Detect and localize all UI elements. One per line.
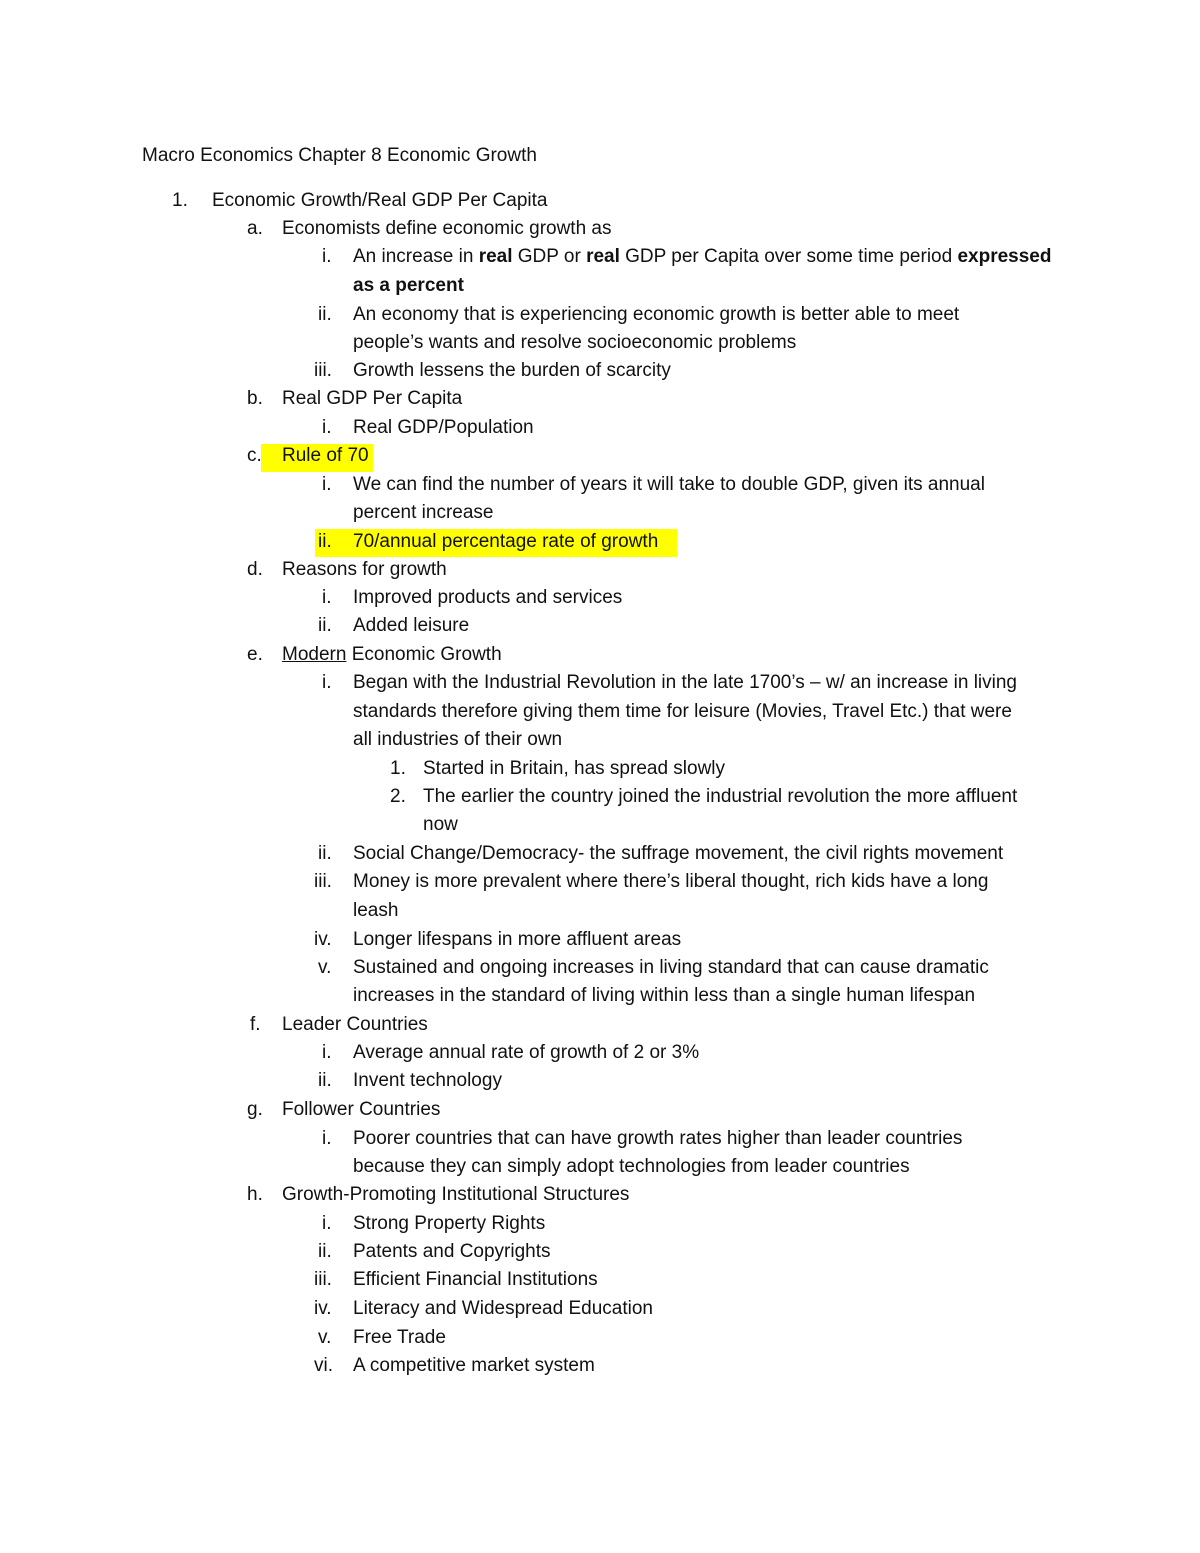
item-text: Began with the Industrial Revolution in the late 1700’s – w/ an increase in living — [353, 672, 1017, 693]
item-text: Economists define economic growth as — [282, 218, 612, 239]
item-text: Economic Growth/Real GDP Per Capita — [212, 190, 548, 211]
list-marker: iv. — [314, 929, 332, 950]
list-marker: 1. — [390, 758, 406, 779]
list-marker: i. — [322, 1213, 332, 1234]
outline-item-1e-v — [318, 956, 989, 980]
list-marker: vi. — [314, 1355, 333, 1376]
item-text: Started in Britain, has spread slowly — [423, 758, 726, 779]
item-text: Growth lessens the burden of scarcity — [353, 360, 671, 381]
item-text-continued: standards therefore giving them time for leisure (Movies, Travel Etc.) that were — [353, 701, 1012, 722]
outline-item-1h-ii — [318, 1240, 551, 1264]
outline-item-1d — [247, 558, 447, 582]
outline-item-1e-iii — [314, 870, 989, 894]
outline-item-1b — [247, 387, 463, 411]
item-text: Real GDP Per Capita — [282, 388, 463, 409]
list-marker: ii. — [318, 843, 332, 864]
outline-item-1e — [247, 643, 502, 667]
item-text-continued: leash — [353, 900, 399, 921]
item-text: Money is more prevalent where there’s liberal thought, rich kids have a long — [353, 871, 989, 892]
item-text: 70/annual percentage rate of growth — [353, 531, 659, 552]
item-text: Modern Economic Growth — [282, 644, 502, 665]
item-text: Longer lifespans in more affluent areas — [353, 929, 682, 950]
item-text: Poorer countries that can have growth rates higher than leader countries — [353, 1128, 963, 1149]
list-marker: i. — [322, 587, 332, 608]
outline-item-1c-i — [322, 473, 985, 497]
list-marker: v. — [318, 1327, 332, 1348]
list-marker: iii. — [314, 1269, 332, 1290]
item-text: Invent technology — [353, 1070, 502, 1091]
item-text: Strong Property Rights — [353, 1213, 546, 1234]
list-marker: iv. — [314, 1298, 332, 1319]
item-text: Free Trade — [353, 1327, 446, 1348]
outline-item-1g — [247, 1098, 441, 1122]
outline-item-1 — [172, 189, 548, 213]
outline-item-1e-ii — [318, 842, 1004, 866]
outline-item-1c — [247, 444, 369, 468]
outline-item-1f-ii — [318, 1069, 502, 1093]
outline-item-1a-i — [322, 245, 1052, 269]
outline-item-1f — [250, 1013, 428, 1037]
list-marker: ii. — [318, 615, 332, 636]
list-marker: e. — [247, 644, 263, 665]
item-text: Real GDP/Population — [353, 417, 534, 438]
outline-item-1h — [247, 1183, 630, 1207]
item-text-continued: as a percent — [353, 275, 464, 296]
item-text: We can find the number of years it will take to double GDP, given its annual — [353, 474, 985, 495]
outline-item-1g-i — [322, 1127, 963, 1151]
list-marker: b. — [247, 388, 263, 409]
item-text: Growth-Promoting Institutional Structures — [282, 1184, 630, 1205]
item-text: Social Change/Democracy- the suffrage movement, the civil rights movement — [353, 843, 1004, 864]
item-text: Efficient Financial Institutions — [353, 1269, 598, 1290]
outline-item-1e-i — [322, 671, 1017, 695]
list-marker: i. — [322, 672, 332, 693]
list-marker: f. — [250, 1014, 261, 1035]
list-marker: i. — [322, 1042, 332, 1063]
outline-item-1a — [247, 217, 612, 241]
outline-item-1a-ii — [318, 303, 960, 327]
item-text: Rule of 70 — [282, 445, 369, 466]
list-marker: iii. — [314, 871, 332, 892]
list-marker: i. — [322, 1128, 332, 1149]
item-text: Added leisure — [353, 615, 470, 636]
item-text: Leader Countries — [282, 1014, 428, 1035]
outline-item-1e-i-2 — [390, 785, 1018, 809]
list-marker: d. — [247, 559, 263, 580]
outline-item-1h-iv — [314, 1297, 653, 1321]
outline-item-1f-i — [322, 1041, 700, 1065]
outline-item-1d-i — [322, 586, 623, 610]
list-marker: c. — [247, 445, 262, 466]
outline-item-1d-ii — [318, 614, 470, 638]
item-text-continued: increases in the standard of living within less than a single human lifespan — [353, 985, 976, 1006]
item-text: Improved products and services — [353, 587, 623, 608]
list-marker: h. — [247, 1184, 263, 1205]
item-text: Follower Countries — [282, 1099, 441, 1120]
item-text-continued: now — [423, 814, 458, 835]
item-text-continued: all industries of their own — [353, 729, 563, 750]
outline-item-1h-i — [322, 1212, 546, 1236]
list-marker: a. — [247, 218, 263, 239]
list-marker: ii. — [318, 1070, 332, 1091]
item-text: An increase in real GDP or real GDP per Capita over some time period expressed — [353, 246, 1052, 267]
list-marker: i. — [322, 246, 332, 267]
document-title: Macro Economics Chapter 8 Economic Growth — [142, 145, 537, 166]
list-marker: i. — [322, 474, 332, 495]
list-marker: i. — [322, 417, 332, 438]
outline-item-1b-i — [322, 416, 534, 440]
outline-item-1h-iii — [314, 1268, 598, 1292]
item-text: Reasons for growth — [282, 559, 447, 580]
outline-item-1h-vi — [314, 1354, 595, 1378]
item-text: The earlier the country joined the industrial revolution the more affluent — [423, 786, 1018, 807]
list-marker: v. — [318, 957, 332, 978]
outline-item-1e-i-1 — [390, 757, 726, 781]
item-text: Average annual rate of growth of 2 or 3% — [353, 1042, 700, 1063]
list-marker: ii. — [318, 1241, 332, 1262]
item-text-continued: people’s wants and resolve socioeconomic problems — [353, 332, 797, 353]
item-text: Patents and Copyrights — [353, 1241, 551, 1262]
list-marker: g. — [247, 1099, 263, 1120]
item-text: Sustained and ongoing increases in living standard that can cause dramatic — [353, 957, 989, 978]
list-marker: 1. — [172, 190, 188, 211]
outline-item-1c-ii — [318, 530, 659, 554]
list-marker: iii. — [314, 360, 332, 381]
item-text: Literacy and Widespread Education — [353, 1298, 653, 1319]
item-text: A competitive market system — [353, 1355, 595, 1376]
item-text: An economy that is experiencing economic growth is better able to meet — [353, 304, 960, 325]
outline-item-1e-iv — [314, 928, 682, 952]
item-text-continued: because they can simply adopt technologies from leader countries — [353, 1156, 910, 1177]
list-marker: ii. — [318, 531, 332, 552]
item-text-continued: percent increase — [353, 502, 494, 523]
outline-item-1a-iii — [314, 359, 671, 383]
list-marker: ii. — [318, 304, 332, 325]
list-marker: 2. — [390, 786, 406, 807]
outline-item-1h-v — [318, 1326, 446, 1350]
